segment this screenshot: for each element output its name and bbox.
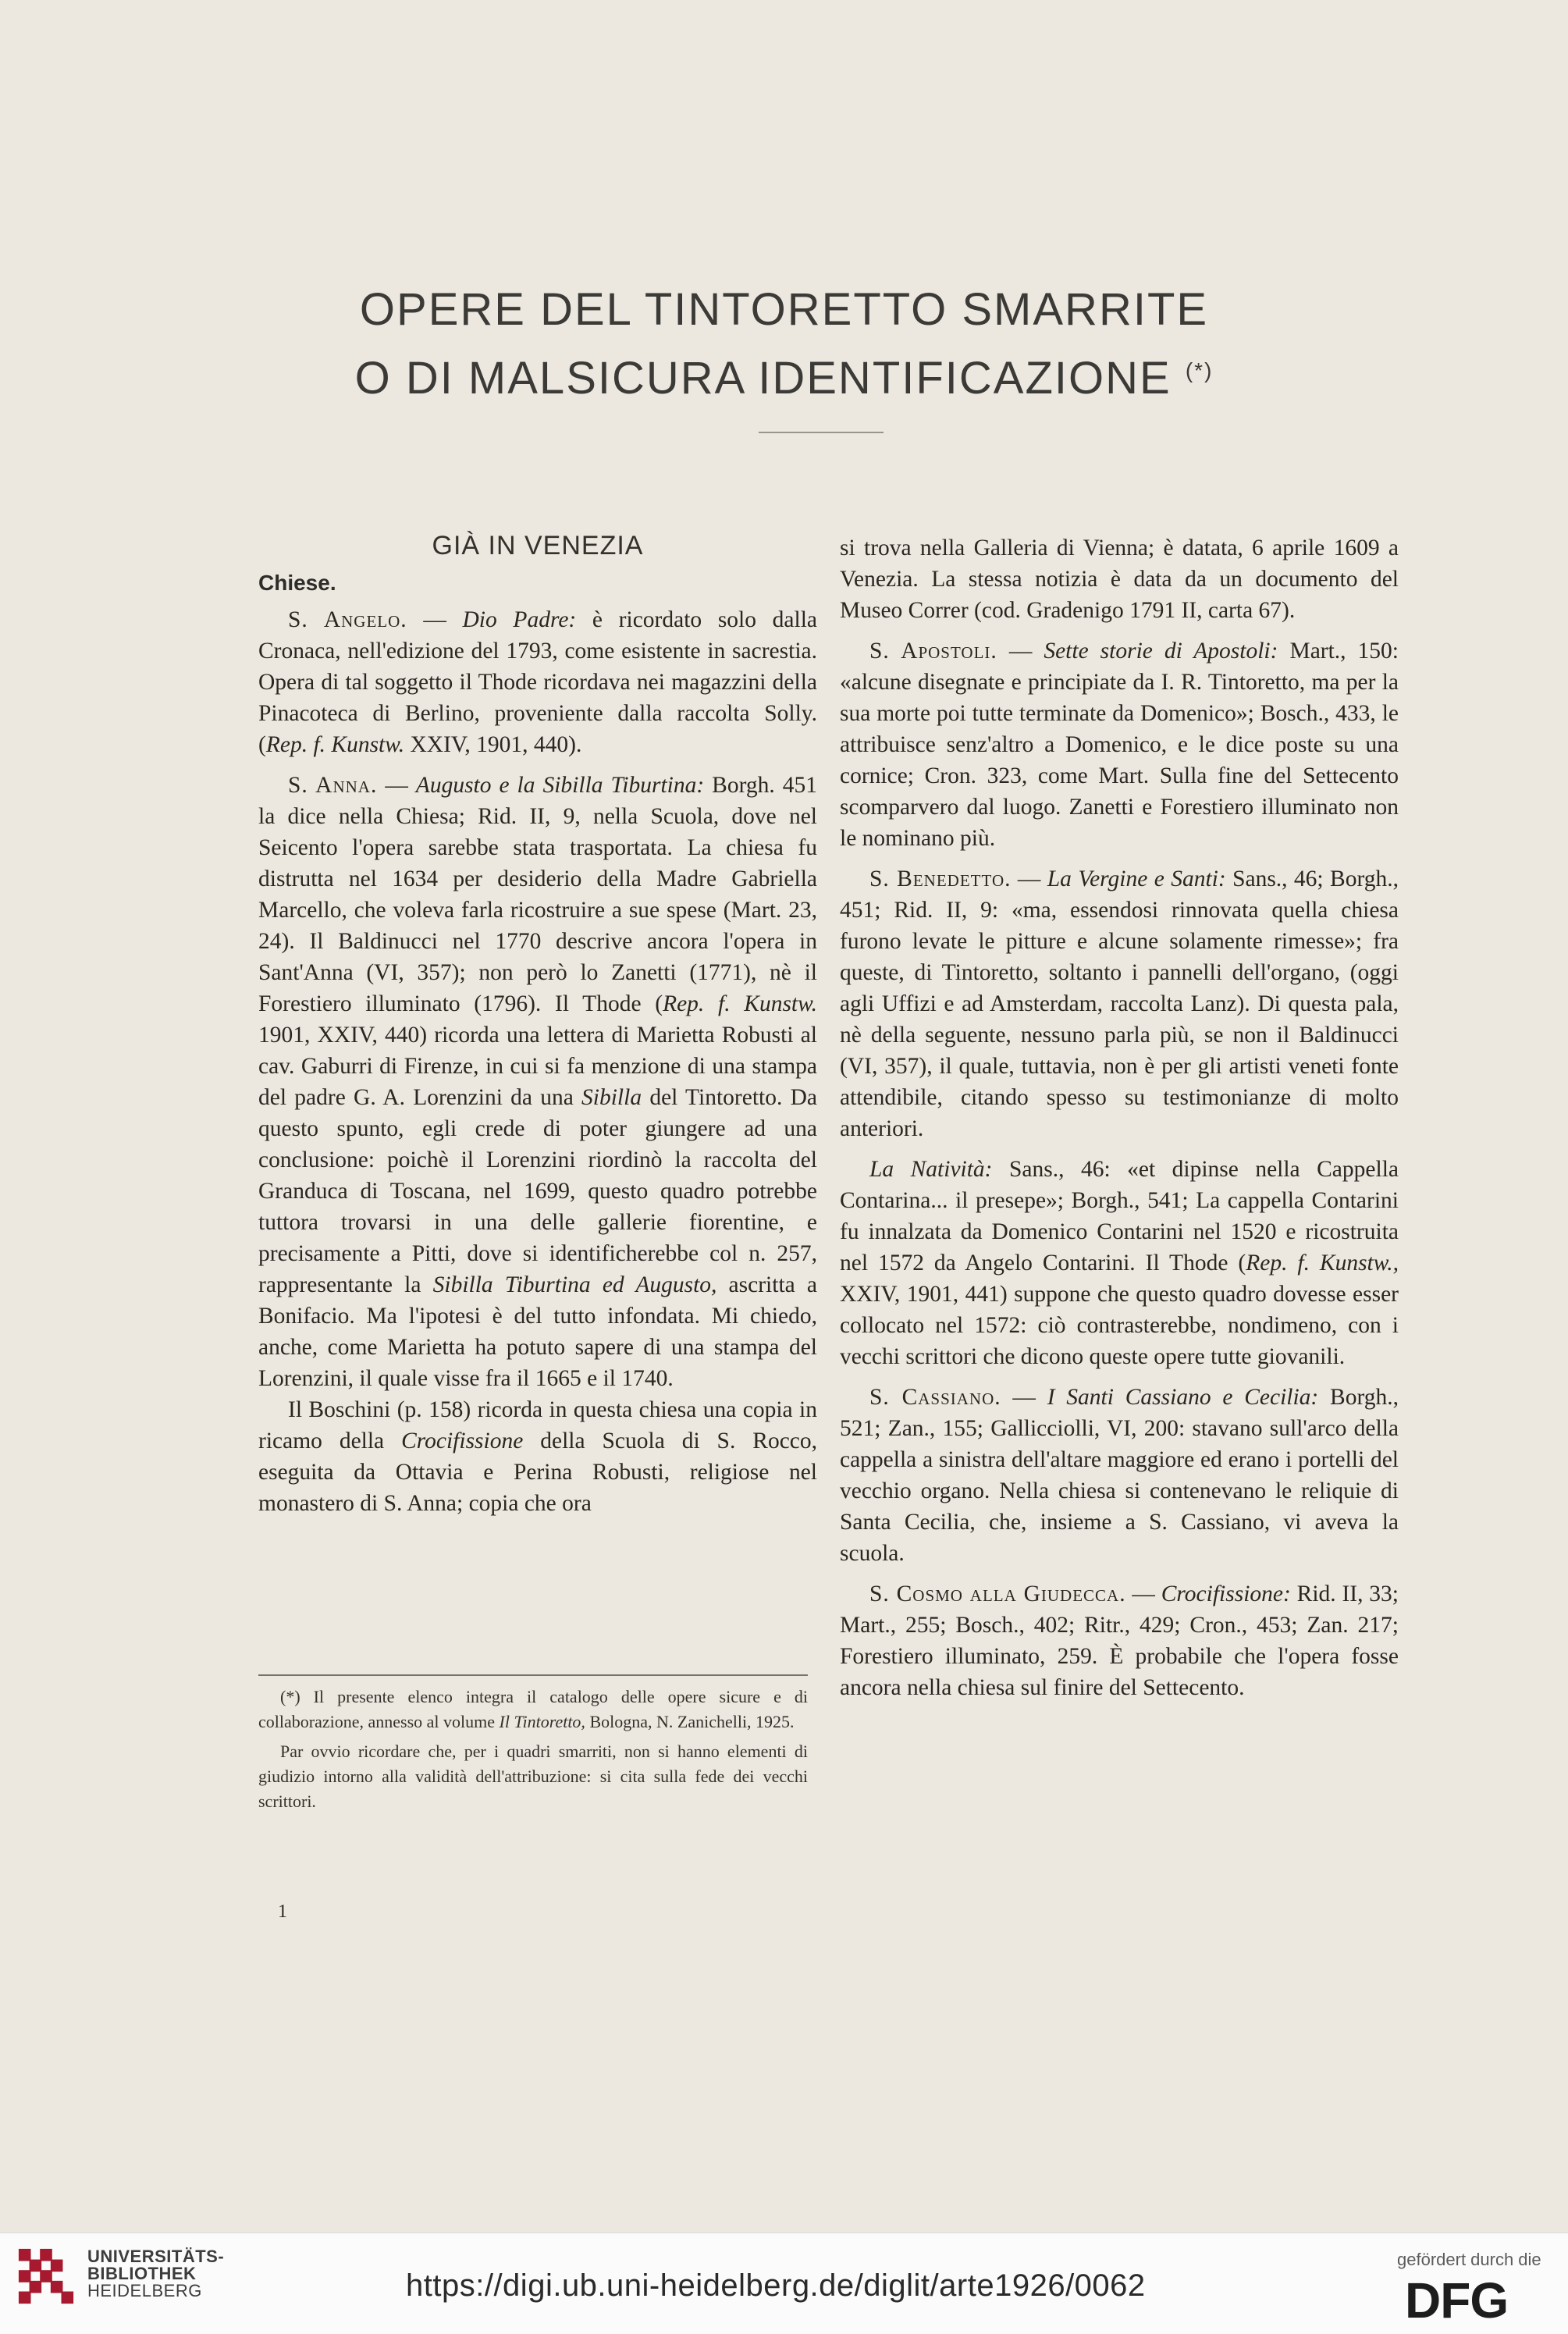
left-column <box>258 604 817 1528</box>
footnotes <box>258 1685 808 1819</box>
title-line-2: O DI MALSICURA IDENTIFICAZIONE (*) <box>354 353 1214 404</box>
entry-la-nativita: La Natività: Sans., 46: «et dipinse nella Cappella Contarina... il presepe»; Borgh., 541; La cappella Contarini fu innalzata da Domenico Contarini nel 1520 e ricostruita nel 1572 da Angelo Contarini. Il Thode (Rep. f. Kunstw., XXIV, 1901, 441) suppone che questo quadro dovesse esser collocato nel 1572: ciò contrasterebbe, nondimeno, con i vecchi scrittori che dicono queste opere tutte giovanili. <box>840 1157 1399 1369</box>
title-line-1: OPERE DEL TINTORETTO SMARRITE <box>359 284 1209 335</box>
title-divider <box>759 432 884 433</box>
entry-s-cosmo: S. Cosmo alla Giudecca. — Crocifissione: Rid. II, 33; Mart., 255; Bosch., 402; Ritr., 429; Cron., 453; Zan. 217; Forestiero illuminato, 259. È probabile che l'opera fosse ancora nella chiesa sul finire del Settecento. <box>840 1581 1399 1700</box>
page-number: 1 <box>278 1902 287 1922</box>
paragraph-continuation: si trova nella Galleria di Vienna; è datata, 6 aprile 1609 a Venezia. La stessa notizia è data da un documento del Museo Correr (cod. Gradenigo 1791 II, carta 67). <box>840 535 1399 623</box>
footnote-divider <box>258 1674 808 1676</box>
footnote-2: Par ovvio ricordare che, per i quadri smarriti, non si hanno elementi di giudizio intorno alla validità dell'attribuzione: si cita sulla fede dei vecchi scrittori. <box>258 1742 808 1811</box>
dfg-logo: DFG <box>1405 2272 1509 2329</box>
right-column <box>840 532 1399 1713</box>
entry-s-apostoli: S. Apostoli. — Sette storie di Apostoli: Mart., 150: «alcune disegnate e principiate da I. R. Tintoretto, ma per la sua morte poi tutte terminate da Domenico»; Bosch., 433, le attribuisce senz'altro a Domenico, e le dice poste su una cornice; Cron. 323, come Mart. Sulla fine del Settecento scomparvero dal luogo. Zanetti e Forestiero illuminato non le nominano più. <box>840 639 1399 851</box>
paragraph-boschini: Il Boschini (p. 158) ricorda in questa chiesa una copia in ricamo della Crocifissione della Scuola di S. Rocco, eseguita da Ottavia e Perina Robusti, religiose nel monastero di S. Anna; copia che ora <box>258 1397 817 1516</box>
entry-s-cassiano: S. Cassiano. — I Santi Cassiano e Cecilia: Borgh., 521; Zan., 155; Gallicciolli, VI, 200: stavano sull'arco della cappella a sinistra dell'altare maggiore ed erano i portelli del vecchio organo. Nella chiesa si contenevano le reliquie di Santa Cecilia, che, insieme a S. Cassiano, vi aveva la scuola. <box>840 1385 1399 1566</box>
funding-note: gefördert durch die <box>1397 2250 1541 2269</box>
footnote-1: (*) Il presente elenco integra il catalogo delle opere sicure e di collaborazione, annesso al volume Il Tintoretto, Bologna, N. Zanichelli, 1925. <box>258 1687 808 1731</box>
entry-s-anna: S. Anna. — Augusto e la Sibilla Tiburtina: Borgh. 451 la dice nella Chiesa; Rid. II, 9, nella Scuola, dove nel Seicento l'opera sarebbe stata trasportata. La chiesa fu distrutta nel 1634 per desiderio della Madre Gabriella Marcello, che voleva farla ricostruire a sue spese (Mart. 23, 24). Il Baldinucci nel 1770 descrive ancora l'opera in Sant'Anna (VI, 357); non però lo Zanetti (1771), nè il Forestiero illuminato (1796). Il Thode (Rep. f. Kunstw. 1901, XXIV, 440) ricorda una lettera di Marietta Robusti al cav. Gaburri di Firenze, in cui si fa menzione di una stampa del padre G. A. Lorenzini da una Sibilla del Tintoretto. Da questo spunto, egli crede di poter giungere ad una conclusione: poichè il Lorenzini riordinò la raccolta del Granduca di Toscana, nel 1699, questo quadro potrebbe tuttora trovarsi in una delle gallerie fiorentine, e precisamente a Pitti, dove si identificherebbe col n. 257, rappresentante la Sibilla Tiburtina ed Augusto, ascritta a Bonifacio. Ma l'ipotesi è del tutto infondata. Mi chiedo, anche, come Marietta ha potuto sapere di una stampa del Lorenzini, il quale visse fra il 1665 e il 1740. <box>258 773 817 1391</box>
entry-s-angelo: S. Angelo. — Dio Padre: è ricordato solo dalla Cronaca, nell'edizione del 1793, come esistente in sacrestia. Opera di tal soggetto il Thode ricordava nei magazzini della Pinacoteca di Berlino, proveniente dalla raccolta Solly. (Rep. f. Kunstw. XXIV, 1901, 440). <box>258 607 817 757</box>
university-library-logo-icon <box>16 2246 76 2307</box>
library-name: UNIVERSITÄTS- BIBLIOTHEK HEIDELBERG <box>87 2247 225 2300</box>
entry-s-benedetto: S. Benedetto. — La Vergine e Santi: Sans., 46; Borgh., 451; Rid. II, 9: «ma, essendosi rinnovata quella chiesa furono levate le pitture e alcune solamente rimesse»; fra queste, di Tintoretto, soltanto i pannelli dell'organo, (oggi agli Uffizi e ad Amsterdam, raccolta Lanz). Di questa pala, nè della seguente, nessuno parla più, se non il Baldinucci (VI, 357), il quale, tuttavia, non è per gli artisti veneti fonte attendibile, citando spesso su testimonianze di molto anteriori. <box>840 866 1399 1141</box>
section-heading: GIÀ IN VENEZIA <box>432 531 644 560</box>
footnote-marker: (*) <box>1185 358 1214 382</box>
permalink-url[interactable]: https://digi.ub.uni-heidelberg.de/diglit/arte1926/0062 <box>406 2268 1146 2303</box>
subsection-heading: Chiese. <box>258 571 336 595</box>
